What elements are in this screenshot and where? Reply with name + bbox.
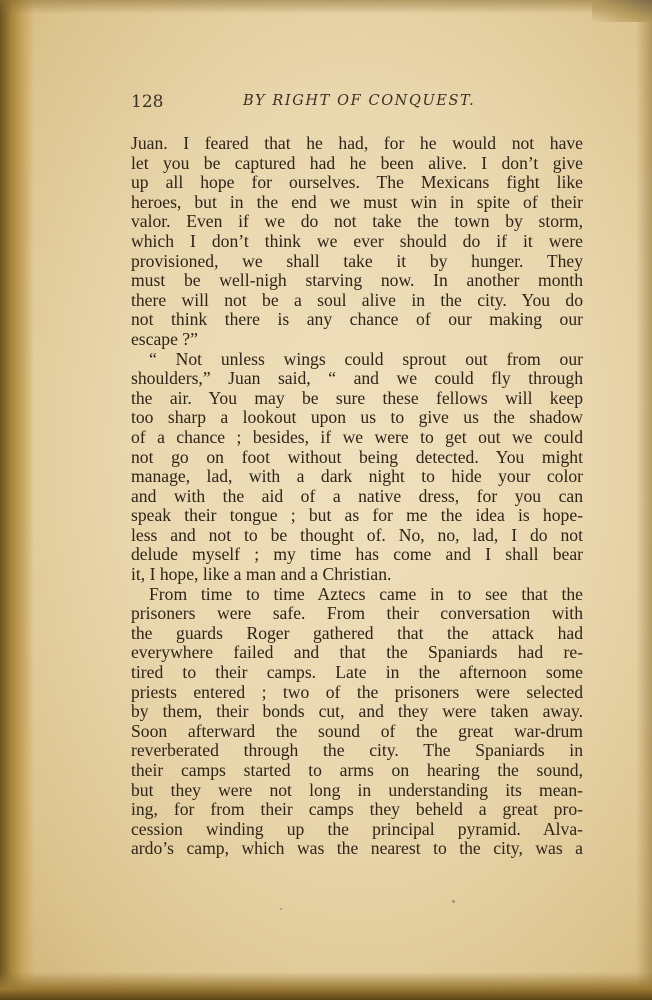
text-line: Juan. I feared that he had, for he would not have (131, 133, 583, 153)
text-line: cession winding up the principal pyramid. Alva- (131, 818, 583, 839)
running-head: BY RIGHT OF CONQUEST. (243, 93, 476, 109)
text-line: manage, lad, with a dark night to hide your color (131, 466, 583, 487)
text-line: speak their tongue ; but as for me the idea is hope- (131, 505, 583, 526)
body-text (131, 134, 583, 859)
text-line: too sharp a lookout upon us to give us the shadow (131, 407, 583, 428)
text-line: ing, for from their camps they beheld a great pro- (131, 799, 583, 820)
text-line: the guards Roger gathered that the attack had (131, 622, 583, 643)
paper-speck (452, 900, 455, 903)
text-line: heroes, but in the end we must win in spite of their (131, 191, 583, 212)
text-line: their camps started to arms on hearing the sound, (131, 760, 583, 780)
text-line: escape ?” (131, 328, 198, 349)
text-line: the air. You may be sure these fellows will keep (131, 387, 583, 408)
text-line: ardo’s camp, which was the nearest to the city, was a (131, 838, 583, 859)
page-header (131, 92, 583, 114)
page-right-edge (636, 0, 652, 1000)
text-line: it, I hope, like a man and a Christian. (131, 564, 392, 585)
paper-speck (280, 908, 282, 910)
page-number: 128 (131, 92, 164, 112)
text-line: up all hope for ourselves. The Mexicans fight like (131, 172, 583, 193)
text-line: prisoners were safe. From their conversation with (131, 603, 583, 624)
text-line: not go on foot without being detected. You might (131, 446, 583, 467)
text-line: not think there is any chance of our making our (131, 309, 583, 330)
text-line: provisioned, we shall take it by hunger. They (131, 250, 583, 271)
text-line: there will not be a soul alive in the city. You do (131, 289, 583, 310)
text-line: tired to their camps. Late in the afternoon some (131, 662, 583, 683)
text-line: and with the aid of a native dress, for you can (131, 485, 583, 506)
text-line: delude myself ; my time has come and I shall bear (131, 544, 583, 565)
text-line: must be well-nigh starving now. In another month (131, 270, 583, 291)
text-line: valor. Even if we do not take the town by storm, (131, 211, 583, 232)
text-line: everywhere failed and that the Spaniards had re- (131, 642, 583, 663)
text-line: From time to time Aztecs came in to see that the (149, 583, 583, 604)
text-line: shoulders,” Juan said, “ and we could fly through (131, 368, 583, 389)
page-top-edge (0, 0, 652, 14)
text-line: but they were not long in understanding its mean- (131, 779, 583, 800)
text-line: priests entered ; two of the prisoners were selected (131, 681, 583, 702)
page-spine-shadow (0, 0, 34, 1000)
text-line: reverberated through the city. The Spaniards in (131, 740, 583, 761)
text-line: of a chance ; besides, if we were to get out we could (131, 426, 583, 447)
text-line: which I don’t think we ever should do if it were (131, 230, 583, 251)
text-line: “ Not unless wings could sprout out from our (149, 348, 583, 369)
text-line: less and not to be thought of. No, no, lad, I do not (131, 524, 583, 545)
text-line: Soon afterward the sound of the great war-drum (131, 720, 583, 741)
page-bottom-edge (0, 972, 652, 1000)
text-line: by them, their bonds cut, and they were taken away. (131, 701, 583, 722)
text-line: let you be captured had he been alive. I don’t give (131, 152, 583, 173)
page-corner-fold (592, 0, 652, 22)
